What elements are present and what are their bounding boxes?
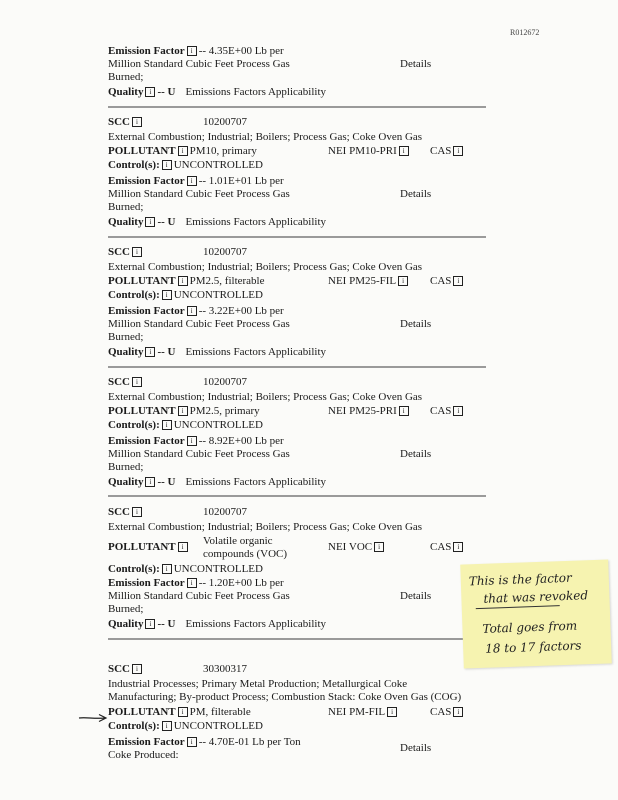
controls-label: Control(s): (108, 419, 160, 431)
details-link[interactable]: Details (400, 318, 432, 330)
scc-code: 10200707 (203, 116, 247, 128)
controls-value: UNCONTROLLED (173, 419, 263, 431)
quality-value: -- U (157, 86, 176, 98)
info-icon[interactable]: i (132, 247, 142, 257)
nei-code: NEI PM-FIL (328, 706, 386, 718)
quality-label: Quality (108, 476, 144, 488)
scc-label: SCC (108, 663, 131, 675)
applicability-link[interactable]: Emissions Factors Applicability (185, 346, 327, 358)
scc-label: SCC (108, 376, 131, 388)
nei-code: NEI VOC (328, 541, 373, 553)
note-line-4: 18 to 17 factors (484, 638, 582, 656)
note-line-2: that was revoked (483, 588, 589, 606)
pollutant-label: POLLUTANT (108, 145, 176, 157)
info-icon[interactable]: i (399, 406, 409, 416)
info-icon[interactable]: i (162, 290, 172, 300)
controls-label: Control(s): (108, 563, 160, 575)
divider (108, 366, 486, 368)
emission-factor-unit: Million Standard Cubic Feet Process Gas (108, 188, 290, 200)
emission-factor-unit-cont: Burned; (108, 461, 144, 473)
pollutant-name-cont: compounds (VOC) (203, 548, 288, 560)
emission-factor-value: -- 1.20E+00 Lb per (198, 577, 284, 589)
emission-factor-unit: Million Standard Cubic Feet Process Gas (108, 448, 290, 460)
scc-label: SCC (108, 246, 131, 258)
info-icon[interactable]: i (187, 46, 197, 56)
sticky-note (460, 559, 612, 668)
pollutant-label: POLLUTANT (108, 706, 176, 718)
applicability-link[interactable]: Emissions Factors Applicability (185, 216, 327, 228)
scc-label: SCC (108, 506, 131, 518)
emission-factor-label: Emission Factor (108, 45, 185, 57)
scc-description: External Combustion; Industrial; Boilers; Process Gas; Coke Oven Gas (108, 391, 423, 403)
controls-label: Control(s): (108, 720, 160, 732)
details-link[interactable]: Details (400, 448, 432, 460)
info-icon[interactable]: i (398, 276, 408, 286)
info-icon[interactable]: i (132, 117, 142, 127)
info-icon[interactable]: i (187, 176, 197, 186)
pollutant-label: POLLUTANT (108, 405, 176, 417)
note-line-1: This is the factor (468, 570, 572, 589)
pollutant-name: PM, filterable (189, 706, 251, 718)
applicability-link[interactable]: Emissions Factors Applicability (185, 618, 327, 630)
pollutant-name: Volatile organic (203, 535, 273, 547)
pollutant-name: PM2.5, filterable (189, 275, 265, 287)
info-icon[interactable]: i (178, 542, 188, 552)
info-icon[interactable]: i (178, 276, 188, 286)
scc-code: 10200707 (203, 506, 247, 518)
pollutant-label: POLLUTANT (108, 541, 176, 553)
cas-label: CAS (430, 275, 452, 287)
pollutant-name: PM2.5, primary (189, 405, 260, 417)
applicability-link[interactable]: Emissions Factors Applicability (185, 86, 327, 98)
divider (108, 106, 486, 108)
emission-factor-unit-cont: Burned; (108, 331, 144, 343)
emission-factor-label: Emission Factor (108, 736, 185, 748)
quality-label: Quality (108, 216, 144, 228)
note-line-3: Total goes from (482, 618, 578, 636)
details-link[interactable]: Details (400, 742, 432, 754)
nei-code: NEI PM25-FIL (328, 275, 397, 287)
emission-factor-unit-cont: Burned; (108, 201, 144, 213)
info-icon[interactable]: i (187, 737, 197, 747)
pollutant-name: PM10, primary (189, 145, 257, 157)
emission-factor-label: Emission Factor (108, 435, 185, 447)
controls-value: UNCONTROLLED (173, 289, 263, 301)
info-icon[interactable]: i (145, 347, 155, 357)
info-icon[interactable]: i (187, 436, 197, 446)
info-icon[interactable]: i (162, 160, 172, 170)
cas-label: CAS (430, 405, 452, 417)
info-icon[interactable]: i (162, 564, 172, 574)
scc-description: External Combustion; Industrial; Boilers; Process Gas; Coke Oven Gas (108, 261, 423, 273)
divider (108, 638, 486, 640)
scc-code: 10200707 (203, 246, 247, 258)
quality-label: Quality (108, 618, 144, 630)
info-icon[interactable]: i (178, 146, 188, 156)
info-icon[interactable]: i (374, 542, 384, 552)
info-icon[interactable]: i (453, 146, 463, 156)
info-icon[interactable]: i (162, 420, 172, 430)
scc-description: External Combustion; Industrial; Boilers; Process Gas; Coke Oven Gas (108, 521, 423, 533)
pollutant-label: POLLUTANT (108, 275, 176, 287)
scc-code: 30300317 (203, 663, 247, 675)
scc-code: 10200707 (203, 376, 247, 388)
info-icon[interactable]: i (145, 619, 155, 629)
info-icon[interactable]: i (387, 707, 397, 717)
details-link[interactable]: Details (400, 58, 432, 70)
emission-factor-value: -- 8.92E+00 Lb per (198, 435, 284, 447)
emission-factor-value: -- 4.70E-01 Lb per Ton (198, 736, 301, 748)
info-icon[interactable]: i (187, 306, 197, 316)
nei-code: NEI PM10-PRI (328, 145, 397, 157)
quality-label: Quality (108, 86, 144, 98)
emission-factor-label: Emission Factor (108, 577, 185, 589)
quality-value: -- U (157, 618, 176, 630)
info-icon[interactable]: i (399, 146, 409, 156)
emission-factor-unit: Million Standard Cubic Feet Process Gas (108, 318, 290, 330)
controls-label: Control(s): (108, 289, 160, 301)
page-id: R012672 (510, 28, 540, 37)
info-icon[interactable]: i (132, 664, 142, 674)
emission-factor-label: Emission Factor (108, 175, 185, 187)
info-icon[interactable]: i (187, 578, 197, 588)
applicability-link[interactable]: Emissions Factors Applicability (185, 476, 327, 488)
emission-factor-label: Emission Factor (108, 305, 185, 317)
scc-description: External Combustion; Industrial; Boilers; Process Gas; Coke Oven Gas (108, 131, 423, 143)
info-icon[interactable]: i (145, 217, 155, 227)
quality-label: Quality (108, 346, 144, 358)
scc-label: SCC (108, 116, 131, 128)
divider (108, 495, 486, 497)
emission-factor-value: -- 1.01E+01 Lb per (198, 175, 284, 187)
quality-value: -- U (157, 216, 176, 228)
emission-factor-value: -- 4.35E+00 Lb per (198, 45, 284, 57)
nei-code: NEI PM25-PRI (328, 405, 397, 417)
divider (108, 236, 486, 238)
controls-label: Control(s): (108, 159, 160, 171)
cas-label: CAS (430, 541, 452, 553)
info-icon[interactable]: i (132, 377, 142, 387)
quality-value: -- U (157, 476, 176, 488)
scc-description-cont: Manufacturing; By-product Process; Combustion Stack: Coke Oven Gas (COG) (108, 691, 462, 703)
note-underline (476, 605, 560, 609)
info-icon[interactable]: i (145, 87, 155, 97)
info-icon[interactable]: i (132, 507, 142, 517)
info-icon[interactable]: i (162, 721, 172, 731)
info-icon[interactable]: i (453, 276, 463, 286)
scc-description: Industrial Processes; Primary Metal Production; Metallurgical Coke (108, 678, 408, 690)
quality-value: -- U (157, 346, 176, 358)
details-link[interactable]: Details (400, 188, 432, 200)
arrow-icon (78, 713, 108, 723)
info-icon[interactable]: i (453, 406, 463, 416)
emission-factor-unit: Million Standard Cubic Feet Process Gas (108, 58, 290, 70)
details-link[interactable]: Details (400, 590, 432, 602)
emission-factor-unit-cont: Burned; (108, 71, 144, 83)
emission-factor-value: -- 3.22E+00 Lb per (198, 305, 284, 317)
controls-value: UNCONTROLLED (173, 159, 263, 171)
emission-factor-unit: Coke Produced: (108, 749, 179, 761)
emission-factor-unit: Million Standard Cubic Feet Process Gas (108, 590, 290, 602)
info-icon[interactable]: i (145, 477, 155, 487)
cas-label: CAS (430, 145, 452, 157)
info-icon[interactable]: i (453, 542, 463, 552)
controls-value: UNCONTROLLED (173, 720, 263, 732)
info-icon[interactable]: i (178, 406, 188, 416)
controls-value: UNCONTROLLED (173, 563, 263, 575)
cas-label: CAS (430, 706, 452, 718)
info-icon[interactable]: i (453, 707, 463, 717)
emission-factor-unit-cont: Burned; (108, 603, 144, 615)
info-icon[interactable]: i (178, 707, 188, 717)
